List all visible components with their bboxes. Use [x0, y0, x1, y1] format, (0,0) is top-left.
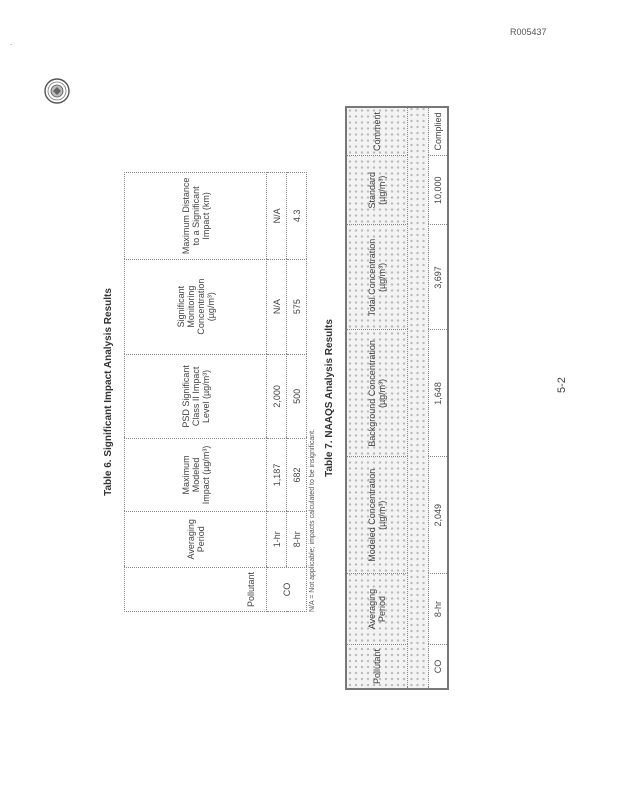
- cell-psd-impact-level: 2,000: [267, 354, 287, 439]
- header-comment: Comment: [346, 107, 408, 156]
- cell-pollutant: CO: [267, 567, 307, 611]
- header-monitoring-concentration: Significant Monitoring Concentration (µg/m³): [125, 259, 267, 354]
- naaqs-table: [345, 106, 449, 690]
- table-row: [267, 173, 287, 612]
- cell-standard: 10,000: [429, 156, 449, 225]
- page-number: 5-2: [556, 377, 568, 393]
- corner-mark: .: [10, 38, 13, 47]
- header-averaging-period: Averaging Period: [125, 511, 267, 567]
- header-pollutant: Pollutant: [125, 567, 267, 611]
- header-total-concentration: Total Concentration (µg/m³): [346, 225, 408, 330]
- cell-comment: Complied: [429, 107, 449, 156]
- cell-max-modeled-impact: 1,187: [267, 439, 287, 511]
- header-band-fill: [408, 107, 429, 689]
- cell-averaging-period: 1-hr: [267, 511, 287, 567]
- table-6-block: [103, 172, 316, 612]
- cell-max-distance: N/A: [267, 173, 287, 260]
- table-row: [287, 173, 307, 612]
- agency-seal-icon: [44, 78, 70, 104]
- header-psd-impact-level: PSD Significant Class II Impact Level (µg/m³): [125, 354, 267, 439]
- table-7-title: Table 7. NAAQS Analysis Results: [324, 319, 335, 477]
- header-max-modeled-impact: Maximum Modeled Impact (µg/m³): [125, 439, 267, 511]
- table-row: [429, 107, 449, 689]
- table-header-band: [408, 107, 429, 689]
- header-background-concentration: Background Concentration (µg/m³): [346, 330, 408, 457]
- cell-max-distance: 4.3: [287, 173, 307, 260]
- header-max-distance: Maximum Distance to a Significant Impact (km): [125, 173, 267, 260]
- cell-total-concentration: 3,697: [429, 225, 449, 330]
- cell-averaging-period: 8-hr: [287, 511, 307, 567]
- cell-psd-impact-level: 500: [287, 354, 307, 439]
- cell-max-modeled-impact: 682: [287, 439, 307, 511]
- header-pollutant: Pollutant: [346, 644, 408, 689]
- header-standard: Standard (µg/m³): [346, 156, 408, 225]
- header-averaging-period: Averaging Period: [346, 574, 408, 645]
- cell-monitoring-concentration: N/A: [267, 259, 287, 354]
- table-6-title: Table 6. Significant Impact Analysis Results: [103, 288, 114, 496]
- cell-monitoring-concentration: 575: [287, 259, 307, 354]
- cell-pollutant: CO: [429, 644, 449, 689]
- table-6-footnote: N/A = Not applicable; impacts calculated to be insignificant.: [309, 428, 316, 612]
- significant-impact-table: [124, 172, 307, 612]
- document-id: R005437: [510, 27, 547, 37]
- header-modeled-concentration: Modeled Concentration (µg/m³): [346, 457, 408, 574]
- cell-modeled-concentration: 2,049: [429, 457, 449, 574]
- table-7-block: [324, 106, 449, 690]
- cell-averaging-period: 8-hr: [429, 574, 449, 645]
- cell-background-concentration: 1,648: [429, 330, 449, 457]
